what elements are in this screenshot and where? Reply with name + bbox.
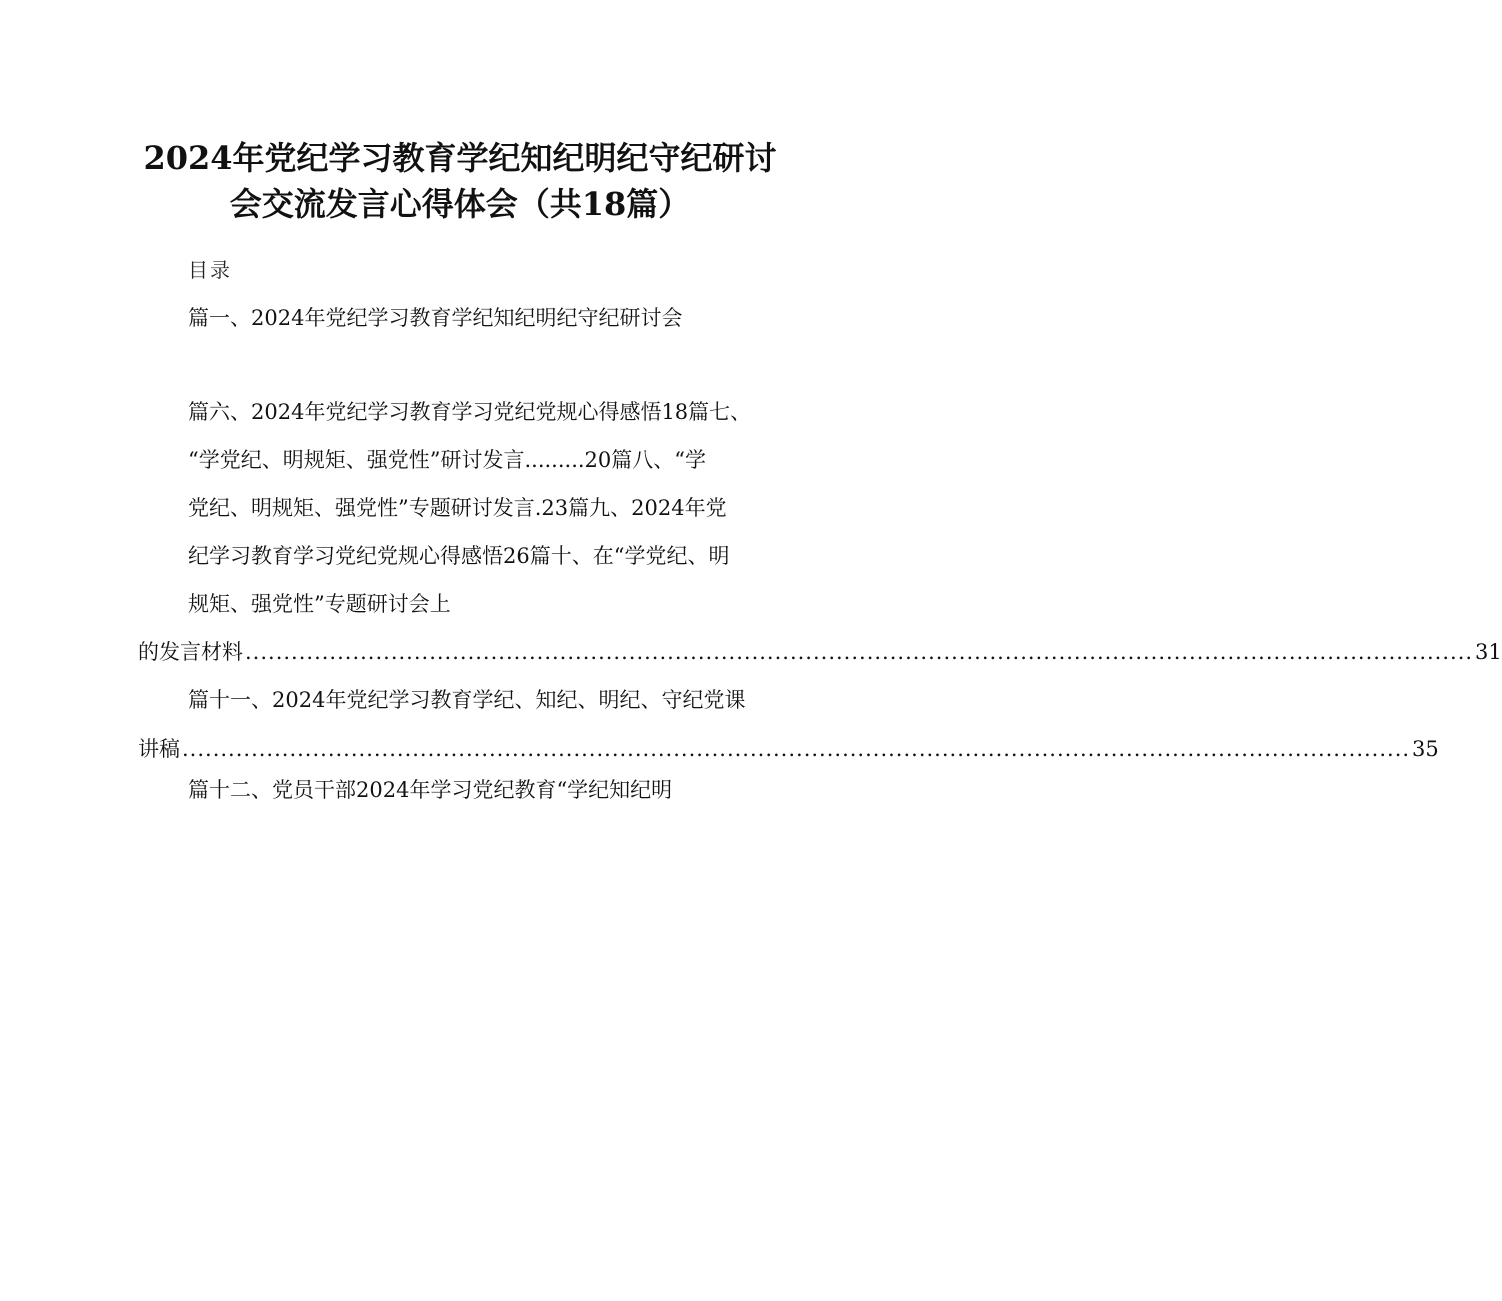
document-title-line-2: 会交流发言心得体会（共18篇） [229, 185, 691, 223]
toc-block-line-4: 纪学习教育学习党纪党规心得感悟26篇十、在“学党纪、明 [188, 544, 730, 568]
toc-entry-12: 篇十二、党员干部2024年学习党纪教育“学纪知纪明 [188, 778, 673, 802]
toc-entry-10-tail [138, 638, 1502, 666]
document-title-line-1: 2024年党纪学习教育学纪知纪明纪守纪研讨 [143, 139, 777, 177]
dot-leader: ................................................................................................................................................................ [182, 737, 1411, 761]
toc-page-number: 31 [1475, 640, 1502, 664]
toc-entry-1: 篇一、2024年党纪学习教育学纪知纪明纪守纪研讨会 [188, 306, 683, 330]
toc-block-line-2: “学党纪、明规矩、强党性”研讨发言.........20篇八、“学 [188, 448, 707, 472]
toc-block-line-1: 篇六、2024年党纪学习教育学习党纪党规心得感悟18篇七、 [188, 400, 752, 424]
toc-entry-text: 的发言材料 [138, 640, 243, 664]
toc-entry-11-line-1: 篇十一、2024年党纪学习教育学纪、知纪、明纪、守纪党课 [188, 688, 746, 712]
toc-entry-11-line-2 [138, 735, 1439, 763]
toc-page-number: 35 [1412, 737, 1439, 761]
dot-leader: ................................................................................................................................................................ [245, 640, 1474, 664]
toc-heading: 目录 [188, 258, 232, 282]
toc-block-line-3: 党纪、明规矩、强党性”专题研讨发言.23篇九、2024年党 [188, 496, 727, 520]
toc-entry-text: 讲稿 [138, 737, 180, 761]
toc-block-line-5: 规矩、强党性”专题研讨会上 [188, 592, 451, 616]
